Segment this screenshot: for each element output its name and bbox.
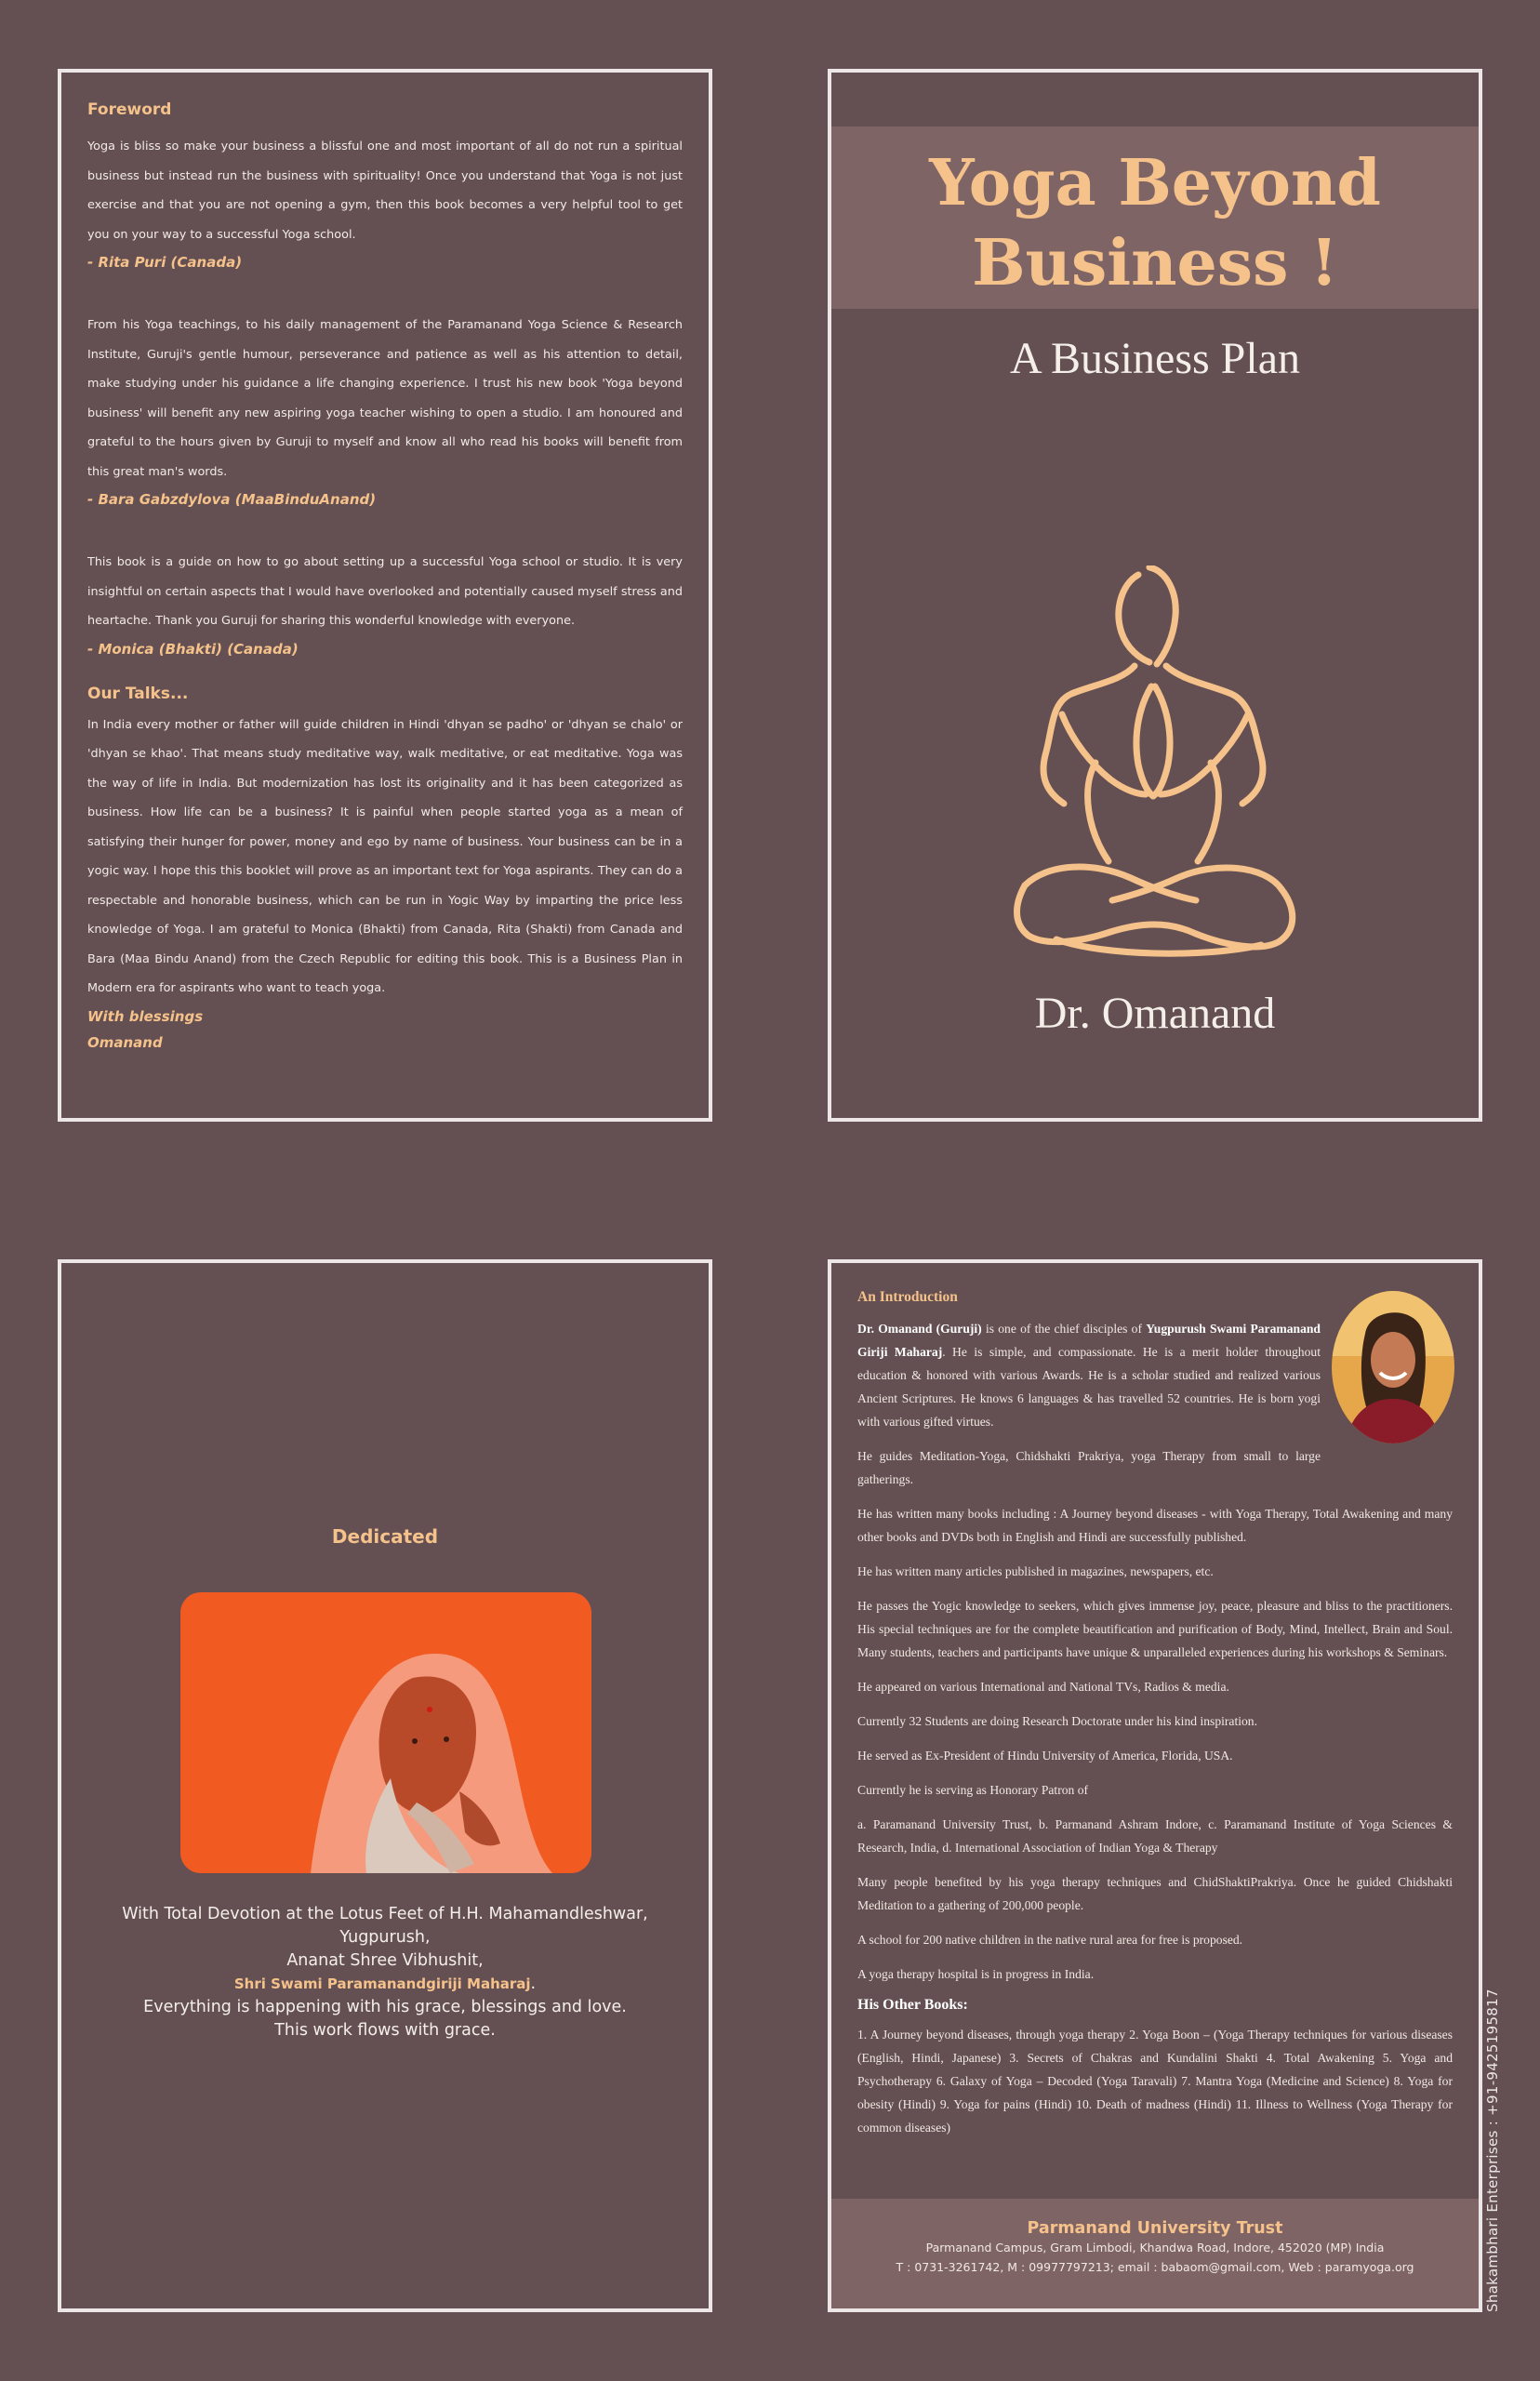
intro-paragraph: Many people benefited by his yoga therapy techniques and ChidShaktiPrakriya. Once he guided Chidshakti Meditation to a gathering of 200,000 people. (857, 1875, 1453, 1912)
dedication-page (58, 1259, 712, 2312)
dedication-text: With Total Devotion at the Lotus Feet of H.H. Mahamandleshwar, Yugpurush, Ananat Shree Vibhushit, Shri Swami Paramanandgiriji Maharaj. Everything is happening with his grace, blessings and love. This work flows with grace. (61, 1903, 709, 2042)
cover-author: Dr. Omanand (1034, 989, 1276, 1038)
author-name: Dr. Omanand (Guruji) (857, 1322, 982, 1336)
foreword-paragraph: This book is a guide on how to go about setting up a successful Yoga school or studio. It is very insightful on certain aspects that I would have overlooked and potentially caused myself stress and heartache. Thank you Guruji for sharing this wonderful knowledge with everyone. (87, 555, 683, 628)
intro-title: An Introduction (857, 1289, 958, 1305)
cover-title (831, 143, 1479, 303)
dedication-line: Ananat Shree Vibhushit, (286, 1951, 484, 1970)
cover-page (828, 69, 1482, 1122)
intro-paragraph: Currently 32 Students are doing Research Doctorate under his kind inspiration. (857, 1714, 1257, 1728)
introduction-page (828, 1259, 1482, 2312)
guru-photo (180, 1592, 591, 1873)
foreword-page (58, 69, 712, 1122)
intro-paragraph: He passes the Yogic knowledge to seekers, which gives immense joy, peace, pleasure and bliss to the practitioners. His special techniques are for the complete beautification and purification of Body, Mind, Intellect, Brain and Soul. Many students, teachers and participants have unique & unparalleled experiences during his workshops & Seminars. (857, 1599, 1453, 1659)
talks-author: Omanand (87, 1033, 163, 1051)
foreword-paragraph: Yoga is bliss so make your business a blissful one and most important of all do not run a spiritual business but instead run the business with spirituality! Once you understand that Yoga is not just exercise and that you are not opening a gym, then this book becomes a very helpful tool to get you on your way to a successful Yoga school. (87, 140, 683, 242)
author-avatar (1332, 1291, 1454, 1443)
guru-name: Yugpurush Swami Paramanand Giriji Maharaj (857, 1322, 1321, 1359)
intro-paragraph: He served as Ex-President of Hindu University of America, Florida, USA. (857, 1749, 1233, 1762)
blessings-text: With blessings (87, 1007, 204, 1025)
trust-address: Parmanand Campus, Gram Limbodi, Khandwa Road, Indore, 452020 (MP) India (925, 2241, 1385, 2255)
intro-paragraph: He appeared on various International and National TVs, Radios & media. (857, 1680, 1229, 1694)
dedication-title: Dedicated (331, 1525, 439, 1548)
foreword-signature: - Bara Gabzdylova (MaaBinduAnand) (87, 491, 377, 508)
talks-paragraph: In India every mother or father will guide children in Hindi 'dhyan se padho' or 'dhyan se chalo' or 'dhyan se khao'. That means study meditative way, walk meditative, or eat meditative. Yoga was the way of life in India. But modernization has lost its originality and it has been categorized as business. How life can be a business? It is painful when people started yoga as a mean of satisfying their hunger for power, money and ego by name of business. Your business can be in a yogic way. I hope this this booklet will prove as an important text for Yoga aspirants. They can do a respectable and honorable business, which can be run in Yogic Way by imparting the price less knowledge of Yoga. I am grateful to Monica (Bhakti) from Canada, Rita (Shakti) from Canada and Bara (Maa Bindu Anand) from the Czech Republic for editing this book. This is a Business Plan in Modern era for aspirants who want to teach yoga. (87, 717, 683, 995)
publisher-side-text: Shakambhari Enterprises : +91-9425195817 (1484, 1989, 1501, 2312)
books-title: His Other Books: (857, 1997, 968, 2013)
intro-paragraph: He guides Meditation-Yoga, Chidshakti Prakriya, yoga Therapy from small to large gatherings. (857, 1449, 1321, 1486)
dedication-line: Yugpurush, (339, 1928, 431, 1947)
foreword-signature: - Monica (Bhakti) (Canada) (87, 640, 299, 658)
intro-paragraph: A yoga therapy hospital is in progress in India. (857, 1967, 1095, 1981)
cover-title-line: Yoga Beyond (929, 146, 1381, 220)
dedication-guru-name: Shri Swami Paramanandgiriji Maharaj (233, 1975, 531, 1992)
intro-paragraph: A school for 200 native children in the native rural area for free is proposed. (857, 1933, 1243, 1947)
dedication-line: This work flows with grace. (274, 2021, 496, 2040)
intro-paragraph: He has written many articles published in magazines, newspapers, etc. (857, 1564, 1214, 1578)
cover-title-line: Business ! (972, 226, 1338, 300)
foreword-title: Foreword (87, 100, 172, 119)
intro-paragraph: He has written many books including : A Journey beyond diseases - with Yoga Therapy, Total Awakening and many other books and DVDs both in English and Hindi are successfully published. (857, 1507, 1453, 1544)
trust-footer (831, 2199, 1479, 2308)
intro-paragraph: a. Paramanand University Trust, b. Parmanand Ashram Indore, c. Paramanand Institute of Yoga Sciences & Research, India, d. International Association of Indian Yoga & Therapy (857, 1817, 1453, 1855)
dedication-line: With Total Devotion at the Lotus Feet of H.H. Mahamandleshwar, (122, 1905, 648, 1923)
dedication-line: Everything is happening with his grace, blessings and love. (143, 1998, 627, 2016)
talks-title: Our Talks... (87, 684, 189, 703)
meditating-figure-icon (991, 565, 1319, 965)
trust-contact: T : 0731-3261742, M : 09977797213; email : babaom@gmail.com, Web : paramyoga.org (896, 2260, 1414, 2274)
cover-subtitle: A Business Plan (1009, 334, 1301, 383)
books-list: 1. A Journey beyond diseases, through yoga therapy 2. Yoga Boon – (Yoga Therapy techniques for various diseases (English, Hindi, Japanese) 3. Secrets of Chakras and Kundalini Shakti 4. Total Awakening 5. Yoga and Psychotherapy 6. Galaxy of Yoga – Decoded (Yoga Taravali) 7. Mantra Yoga (Medicine and Science) 8. Yoga for obesity (Hindi) 9. Yoga for pains (Hindi) 10. Death of madness (Hindi) 11. Illness to Wellness (Yoga Therapy for common diseases) (857, 2028, 1453, 2135)
intro-paragraph: Dr. Omanand (Guruji) is one of the chief disciples of Yugpurush Swami Paramanand Giriji Maharaj. He is simple, and compassionate. He is a merit holder throughout education & honored with various Awards. He is a scholar studied and realized various Ancient Scriptures. He knows 6 languages & has travelled 52 countries. He is born yogi with various gifted virtues. (857, 1322, 1321, 1429)
foreword-paragraph: From his Yoga teachings, to his daily management of the Paramanand Yoga Science & Research Institute, Guruji's gentle humour, perseverance and patience as well as his attention to detail, make studying under his guidance a life changing experience. I trust his new book 'Yoga beyond business' will benefit any new aspiring yoga teacher wishing to open a studio. I am honoured and grateful to the hours given by Guruji to myself and know all who read his books will benefit from this great man's words. (87, 318, 683, 479)
trust-name: Parmanand University Trust (1027, 2219, 1283, 2238)
intro-paragraph: Currently he is serving as Honorary Patron of (857, 1783, 1089, 1797)
foreword-signature: - Rita Puri (Canada) (87, 254, 243, 271)
